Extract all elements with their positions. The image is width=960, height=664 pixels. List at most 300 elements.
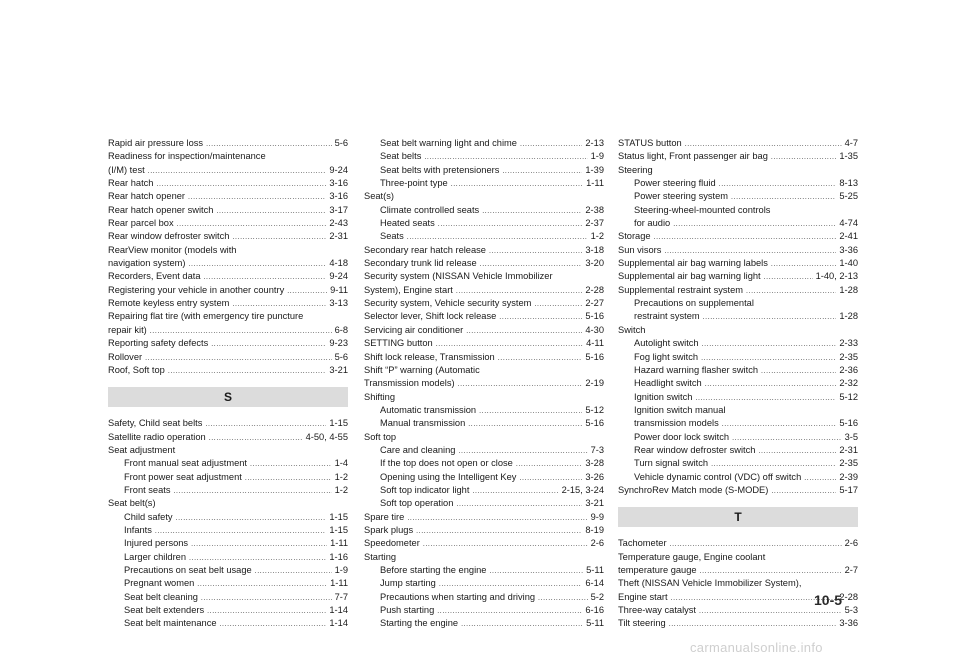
index-entry [108,431,348,444]
entry-text: Ignition switch manual [634,404,726,415]
index-entry [618,617,858,630]
entry-text: System), Engine start [364,284,453,295]
entry-text: Satellite radio operation [108,431,206,442]
index-entry [108,230,348,243]
index-entry [108,190,348,203]
entry-text: Front power seat adjustment [124,471,242,482]
page-reference: 4-50, 4-55 [305,431,348,442]
entry-text: Roof, Soft top [108,364,165,375]
page-reference: 4-11 [586,338,604,349]
dot-leader [451,178,583,190]
page-reference: 5-12 [585,404,604,415]
entry-text: Safety, Child seat belts [108,418,203,429]
dot-leader [731,191,836,203]
index-entry [618,270,858,283]
index-entry [108,297,348,310]
index-entry [618,257,858,270]
entry-text: Seat belt extenders [124,605,205,615]
entry-text: for audio [634,218,671,229]
page-reference: 5-16 [585,351,604,362]
page-reference: 2-19 [585,378,604,389]
dot-leader [458,378,583,390]
entry-text: Rear hatch opener [108,191,186,202]
page-reference: 9-11 [330,284,348,295]
dot-leader [207,605,326,617]
entry-text: Steering [618,164,653,175]
dot-leader [771,151,837,163]
page-reference: 2-37 [585,218,604,229]
dot-leader [456,498,582,510]
dot-leader [197,578,327,590]
entry-text: Shifting [364,391,396,402]
index-subentry [364,604,604,617]
dot-leader [722,418,837,430]
index-entry [108,444,348,457]
page-reference: 5-25 [839,191,858,202]
index-entry [618,537,858,550]
entry-text: Seat(s) [364,191,394,202]
index-entry [618,577,858,590]
entry-text: navigation system) [108,258,186,269]
dot-leader [436,338,583,350]
page-reference: 6-16 [585,605,604,616]
entry-text: Transmission models) [364,378,455,389]
page-reference: 1-35 [839,151,858,162]
entry-text: Rear parcel box [108,218,174,229]
entry-text: Reporting safety defects [108,338,209,349]
entry-text: temperature gauge [618,564,697,575]
dot-leader [516,458,583,470]
page-reference: 9-9 [590,511,604,522]
entry-text: Sun visors [618,244,662,255]
index-subentry [108,511,348,524]
index-subentry [618,444,858,457]
index-entry [364,511,604,524]
index-subentry [618,217,858,230]
index-entry [108,337,348,350]
dot-leader [461,618,583,630]
index-column-1 [108,137,348,631]
page-reference: 5-3 [844,605,858,615]
dot-leader [685,138,842,150]
index-entry [364,537,604,550]
dot-leader [746,285,836,297]
dot-leader [489,565,583,577]
dot-leader [702,338,837,350]
index-entry [364,391,604,404]
dot-leader [519,472,582,484]
index-subentry [108,457,348,470]
index-subentry [364,444,604,457]
entry-text: Supplemental air bag warning labels [618,258,768,269]
index-subentry [618,351,858,364]
dot-leader [670,538,842,550]
index-subentry [618,297,858,310]
entry-text: SETTING button [364,338,433,349]
dot-leader [189,552,326,564]
entry-text: Pregnant women [124,578,195,589]
dot-leader [695,392,836,404]
dot-leader [232,298,326,310]
page-reference: 1-2 [334,471,348,482]
index-entry [108,310,348,323]
page-reference: 5-17 [839,484,858,495]
index-entry [618,324,858,337]
entry-text: Starting the engine [380,618,459,629]
index-subentry [108,564,348,577]
dot-leader [176,512,327,524]
entry-text: Soft top operation [380,498,454,509]
page-reference: 7-7 [334,591,348,602]
index-entry [108,204,348,217]
page-reference: 9-24 [329,164,348,175]
index-entry [108,284,348,297]
index-entry [618,284,858,297]
entry-text: (I/M) test [108,164,145,175]
dot-leader [205,418,326,430]
dot-leader [771,258,837,270]
index-entry [364,244,604,257]
page-reference: 5-12 [839,391,858,402]
index-entry [108,177,348,190]
entry-text: Shift lock release, Transmission [364,351,495,362]
index-entry [364,257,604,270]
entry-text: Security system, Vehicle security system [364,298,532,309]
dot-leader [156,178,326,190]
page-reference: 3-36 [839,618,858,629]
dot-leader [407,512,587,524]
dot-leader [700,565,842,577]
entry-text: Vehicle dynamic control (VDC) off switch [634,471,802,482]
dot-leader [764,271,813,283]
page-reference: 5-2 [590,591,604,602]
entry-text: Rear window defroster switch [108,231,230,242]
index-subentry [618,471,858,484]
dot-leader [245,472,332,484]
index-subentry [364,471,604,484]
page-reference: 2-38 [585,204,604,215]
entry-text: Soft top indicator light [380,484,470,495]
index-subentry [364,417,604,430]
dot-leader [703,311,837,323]
entry-text: Climate controlled seats [380,204,480,215]
entry-text: Push starting [380,605,435,616]
index-subentry [618,391,858,404]
page-reference: 1-15 [329,511,348,522]
page-reference: 6-14 [585,578,604,589]
index-subentry [364,217,604,230]
dot-leader [250,458,332,470]
index-subentry [618,204,858,217]
dot-leader [232,231,326,243]
index-subentry [364,177,604,190]
index-subentry [364,457,604,470]
dot-leader [148,165,327,177]
section-letter-header: T [618,507,858,527]
dot-leader [732,432,841,444]
dot-leader [761,365,836,377]
index-subentry [108,617,348,630]
index-subentry [618,417,858,430]
page-reference: 2-43 [329,218,348,229]
index-entry [364,310,604,323]
dot-leader [204,271,327,283]
page-reference: 1-11 [586,178,604,189]
dot-leader [711,458,836,470]
page-reference: 2-39 [839,471,858,482]
entry-text: Readiness for inspection/maintenance [108,151,266,162]
dot-leader [407,231,588,243]
index-entry [108,137,348,150]
dot-leader [520,138,582,150]
entry-text: Heated seats [380,218,435,229]
dot-leader [201,592,332,604]
index-subentry [108,604,348,617]
page-reference: 1-9 [334,564,348,575]
page-reference: 3-5 [844,431,858,442]
dot-leader [669,618,837,630]
entry-text: Recorders, Event data [108,271,201,282]
dot-leader [654,231,837,243]
index-entry [364,551,604,564]
entry-text: Seat belt cleaning [124,591,198,602]
dot-leader [534,298,582,310]
index-column-3 [618,137,858,631]
entry-text: Tilt steering [618,618,666,629]
entry-text: Turn signal switch [634,458,709,469]
index-subentry [618,190,858,203]
index-subentry [364,617,604,630]
index-entry [364,377,604,390]
page-reference: 2-15, 3-24 [561,484,604,495]
entry-text: Seat belt maintenance [124,618,217,629]
entry-text: Rollover [108,351,143,362]
index-subentry [618,364,858,377]
page-reference: 5-11 [586,618,604,629]
section-letter-header: S [108,387,348,407]
index-entry [108,217,348,230]
index-subentry [364,137,604,150]
page-reference: 3-18 [585,244,604,255]
page-number: 10-5 [814,592,843,608]
index-entry [108,497,348,510]
page-reference: 3-16 [329,191,348,202]
page-reference: 9-24 [329,271,348,282]
page-reference: 2-41 [839,231,858,242]
index-subentry [108,537,348,550]
entry-text: Opening using the Intelligent Key [380,471,517,482]
entry-text: Fog light switch [634,351,699,362]
entry-text: Storage [618,231,651,242]
page-reference: 5-6 [334,351,348,362]
page-reference: 1-40 [839,258,858,269]
entry-text: Servicing air conditioner [364,324,464,335]
index-entry [364,190,604,203]
entry-text: Front manual seat adjustment [124,458,247,469]
page-reference: 2-7 [844,564,858,575]
dot-leader [482,205,582,217]
index-entry [364,351,604,364]
entry-text: Supplemental restraint system [618,284,744,295]
index-subentry [108,471,348,484]
page-reference: 2-33 [839,338,858,349]
index-entry [364,297,604,310]
page-reference: 2-27 [585,298,604,309]
page-reference: 1-15 [329,418,348,429]
entry-text: Secondary trunk lid release [364,258,477,269]
index-entry [618,230,858,243]
index-entry [364,364,604,377]
entry-text: Spark plugs [364,524,414,535]
entry-text: Power door lock switch [634,431,730,442]
dot-leader [804,472,836,484]
entry-text: Three-way catalyst [618,605,697,615]
index-column-2 [364,137,604,631]
page-reference: 3-26 [585,471,604,482]
entry-text: Manual transmission [380,418,466,429]
page-reference: 1-40, 2-13 [815,271,858,282]
index-entry [108,244,348,257]
page-reference: 2-28 [585,284,604,295]
entry-text: Power steering fluid [634,178,716,189]
index-subentry [618,457,858,470]
index-entry [108,270,348,283]
page-reference: 2-6 [590,538,604,549]
page-reference: 5-16 [585,311,604,322]
dot-leader [216,205,326,217]
entry-text: Injured persons [124,538,189,549]
entry-text: Child safety [124,511,173,522]
entry-text: Larger children [124,551,187,562]
entry-text: Shift “P” warning (Automatic [364,364,480,375]
page-reference: 3-16 [329,178,348,189]
dot-leader [468,418,582,430]
dot-leader [287,285,327,297]
index-entry [108,364,348,377]
entry-text: Registering your vehicle in another country [108,284,285,295]
dot-leader [191,538,327,550]
entry-text: Seat belt warning light and chime [380,138,517,148]
entry-text: Autolight switch [634,338,699,349]
entry-text: Status light, Front passenger air bag [618,151,768,162]
entry-text: If the top does not open or close [380,458,513,469]
dot-leader [673,218,836,230]
index-subentry [364,204,604,217]
entry-text: Rear hatch opener switch [108,204,214,215]
entry-text: Seat belts [380,151,422,162]
page-reference: 2-31 [329,231,348,242]
page-reference: 3-13 [329,298,348,309]
entry-text: Seat adjustment [108,444,176,455]
index-entry [364,284,604,297]
page-reference: 1-2 [334,484,348,495]
index-subentry [364,497,604,510]
dot-leader [439,578,583,590]
dot-leader [211,338,326,350]
page-reference: 8-13 [839,178,858,189]
entry-text: Temperature gauge, Engine coolant [618,551,766,562]
page-reference: 1-28 [839,311,858,322]
page-reference: 1-14 [329,618,348,629]
page-reference: 5-11 [586,565,604,575]
page-reference: 5-6 [334,138,348,148]
entry-text: Precautions on supplemental [634,298,754,309]
dot-leader [255,565,332,577]
dot-leader [489,245,582,257]
dot-leader [150,325,332,337]
index-subentry [618,177,858,190]
entry-text: Rear window defroster switch [634,444,756,455]
entry-text: Soft top [364,431,397,442]
index-subentry [364,484,604,497]
index-entry [108,351,348,364]
index-entry [618,244,858,257]
index-entry [364,270,604,283]
dot-leader [456,285,583,297]
entry-text: Three-point type [380,178,448,189]
entry-text: Power steering system [634,191,729,202]
entry-text: Rear hatch [108,178,154,189]
index-entry [108,257,348,270]
index-subentry [364,230,604,243]
dot-leader [466,325,582,337]
entry-text: repair kit) [108,324,147,335]
dot-leader [155,525,326,537]
entry-text: Automatic transmission [380,404,477,415]
dot-leader [671,592,837,604]
page-reference: 1-4 [334,458,348,469]
dot-leader [705,378,837,390]
page-reference: 3-21 [329,364,348,375]
page-reference: 2-31 [839,444,858,455]
dot-leader [424,151,587,163]
entry-text: Supplemental air bag warning light [618,271,761,282]
page-reference: 7-3 [590,444,604,455]
entry-text: transmission models [634,418,719,429]
dot-leader [209,432,303,444]
entry-text: Security system (NISSAN Vehicle Immobilizer [364,271,553,282]
page-reference: 3-21 [585,498,604,509]
index-entry [618,137,858,150]
dot-leader [498,352,583,364]
index-entry [364,431,604,444]
dot-leader [220,618,327,630]
page-reference: 8-19 [585,524,604,535]
index-entry [108,150,348,163]
entry-text: Tachometer [618,538,667,549]
dot-leader [458,445,587,457]
entry-text: Ignition switch [634,391,693,402]
index-subentry [364,577,604,590]
entry-text: Care and cleaning [380,444,456,455]
entry-text: Rapid air pressure loss [108,138,204,148]
page-reference: 2-35 [839,351,858,362]
dot-leader [438,218,583,230]
entry-text: Before starting the engine [380,565,487,575]
entry-text: Selector lever, Shift lock release [364,311,497,322]
index-subentry [364,164,604,177]
dot-leader [168,365,327,377]
dot-leader [664,245,836,257]
index-subentry [364,404,604,417]
entry-text: Seat belt(s) [108,498,156,509]
page-reference: 1-11 [330,578,348,589]
index-entry [364,524,604,537]
page-reference: 2-13 [585,138,604,148]
page-reference: 2-35 [839,458,858,469]
entry-text: Theft (NISSAN Vehicle Immobilizer System), [618,578,802,589]
dot-leader [174,485,332,497]
